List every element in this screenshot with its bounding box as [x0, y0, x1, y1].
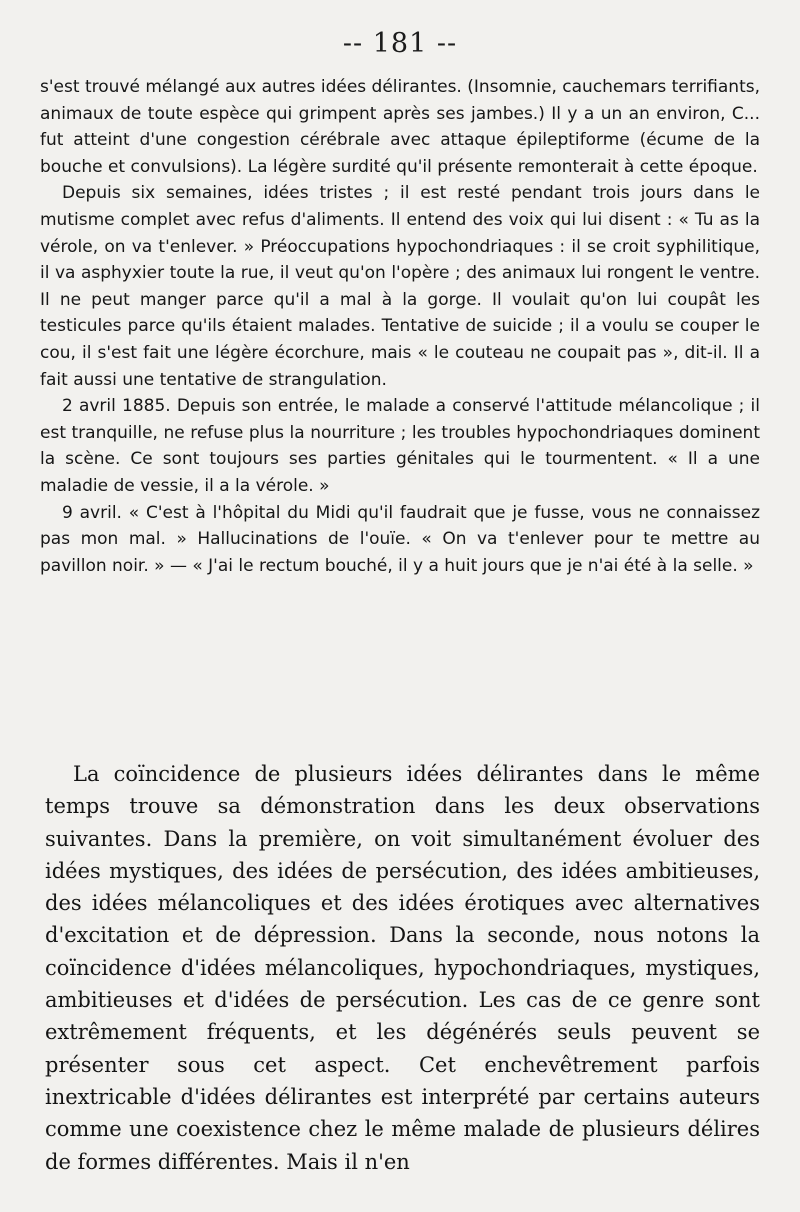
main-body-text [45, 758, 760, 1178]
paragraph: s'est trouvé mélangé aux autres idées délirantes. (Insomnie, cauchemars terrifiants, animaux de toute espèce qui grimpent après ses jambes.) Il y a un an environ, C... fut atteint d'une congestion cérébrale avec attaque épileptiforme (écume de la bouche et convulsions). La légère surdité qu'il présente remonterait à cette époque. [40, 77, 760, 177]
case-observation-text [40, 74, 760, 579]
paragraph: Depuis six semaines, idées tristes ; il est resté pendant trois jours dans le mutisme complet avec refus d'aliments. Il entend des voix qui lui disent : « Tu as la vérole, on va t'enlever. » Préoccupations hypochondriaques : il se croit syphilitique, il va asphyxier toute la rue, il veut qu'on l'opère ; des animaux lui rongent le ventre. Il ne peut manger parce qu'il a mal à la gorge. Il voulait qu'on lui coupât les testicules parce qu'ils étaient malades. Tentative de suicide ; il a voulu se couper le cou, il s'est fait une légère écorchure, mais « le couteau ne coupait pas », dit-il. Il a fait aussi une tentative de strangulation. [40, 183, 760, 390]
paragraph: 9 avril. « C'est à l'hôpital du Midi qu'il faudrait que je fusse, vous ne connaissez pas mon mal. » Hallucinations de l'ouïe. « On va t'enlever pour te mettre au pavillon noir. » — « J'ai le rectum bouché, il y a huit jours que je n'ai été à la selle. » [40, 502, 760, 576]
paragraph: La coïncidence de plusieurs idées délirantes dans le même temps trouve sa démonstration dans les deux observations suivantes. Dans la première, on voit simultanément évoluer des idées mystiques, des idées de persécution, des idées ambitieuses, des idées mélancoliques et des idées érotiques avec alternatives d'excitation et de dépression. Dans la seconde, nous notons la coïncidence d'idées mélancoliques, hypochondriaques, mystiques, ambitieuses et d'idées de persécution. Les cas de ce genre sont extrêmement fréquents, et les dégénérés seuls peuvent se présenter sous cet aspect. Cet enchevêtrement parfois inextricable d'idées délirantes est interprété par certains auteurs comme une coexistence chez le même malade de plusieurs délires de formes différentes. Mais il n'en [45, 762, 760, 1174]
page-number: -- 181 -- [342, 28, 458, 59]
paragraph: 2 avril 1885. Depuis son entrée, le malade a conservé l'attitude mélancolique ; il est tranquille, ne refuse plus la nourriture ; les troubles hypochondriaques dominent la scène. Ce sont toujours ses parties génitales qui le tourmentent. « Il a une maladie de vessie, il a la vérole. » [40, 396, 760, 496]
